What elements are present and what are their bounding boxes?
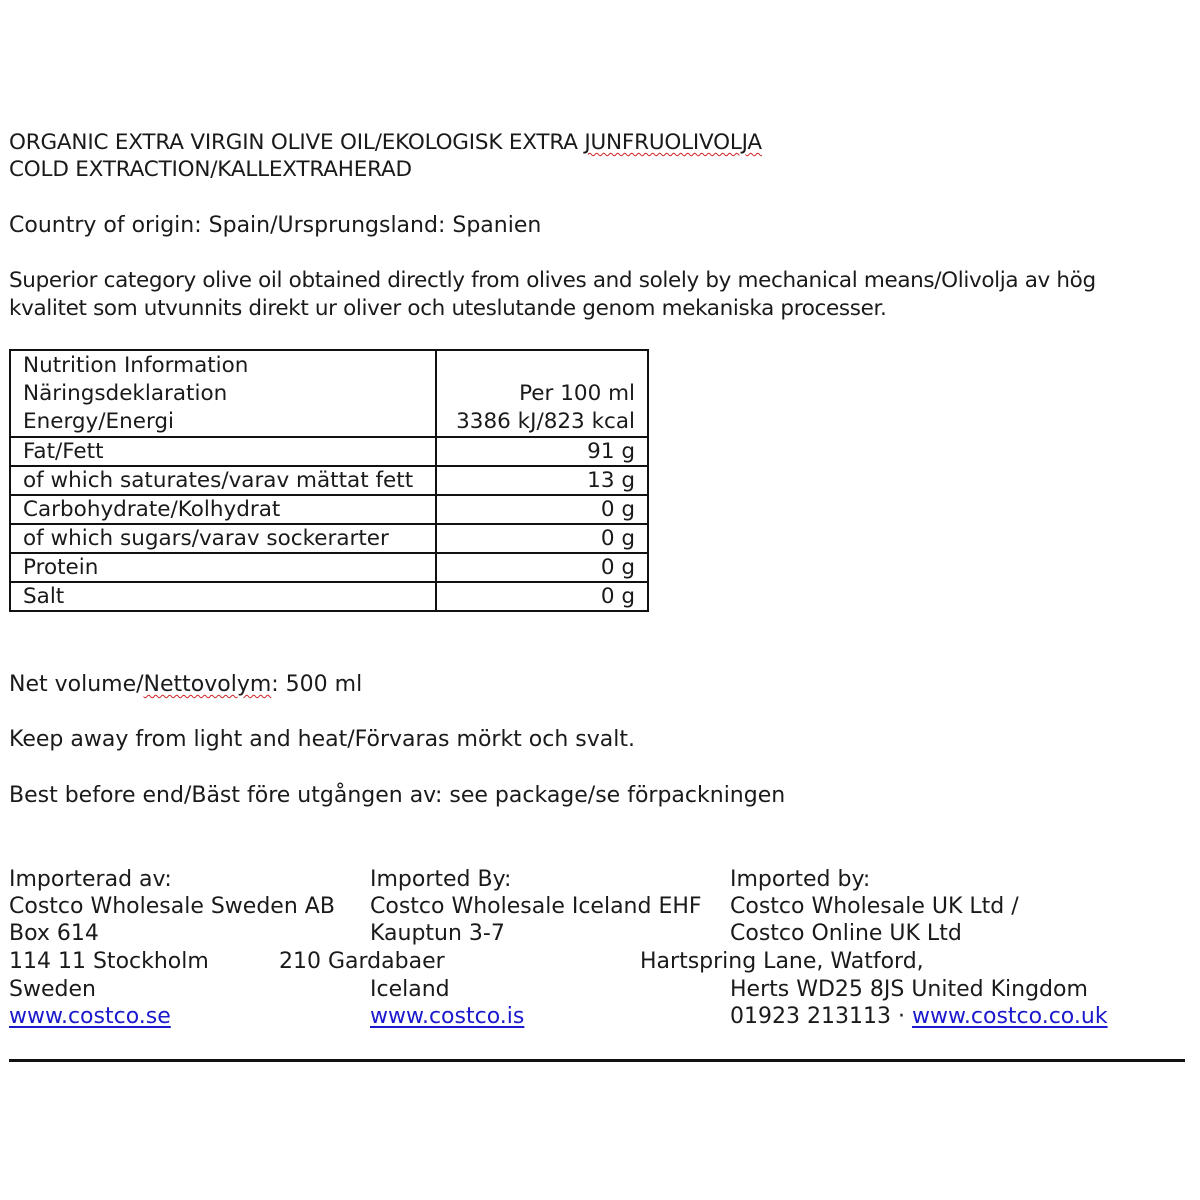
nutrition-row-label: Protein xyxy=(10,553,436,582)
best-before: Best before end/Bäst före utgången av: see package/se förpackningen xyxy=(9,783,786,808)
importer-uk-phone: 01923 213113 · xyxy=(730,1004,912,1029)
nutrition-row-sugars xyxy=(10,524,648,553)
importer-uk-link[interactable]: www.costco.co.uk xyxy=(911,1004,1108,1029)
importer-uk-contact xyxy=(730,1003,1108,1030)
nutrition-row-salt xyxy=(10,582,648,611)
energy-label: Energy/Energi xyxy=(23,409,175,434)
importer-sweden-link[interactable]: www.costco.se xyxy=(9,1004,171,1029)
net-volume-suffix: : 500 ml xyxy=(271,672,363,697)
spellcheck-flagged-word: Nettovolym xyxy=(143,672,272,697)
net-volume-prefix: Net volume/ xyxy=(9,672,144,697)
description-line-2: kvalitet som utvunnits direkt ur oliver och uteslutande genom mekaniska processer. xyxy=(9,296,887,321)
nutrition-row-value: 13 g xyxy=(436,466,648,495)
nutrition-row-value: 0 g xyxy=(436,553,648,582)
importer-sweden-country: Sweden xyxy=(9,977,96,1002)
importer-iceland-street: Kauptun 3-7 xyxy=(370,921,505,946)
importer-iceland-company: Costco Wholesale Iceland EHF xyxy=(370,894,702,919)
nutrition-information-heading: Nutrition Information xyxy=(23,353,249,378)
importer-uk-company-online: Costco Online UK Ltd xyxy=(730,921,962,946)
nutrition-row-fat xyxy=(10,437,648,466)
nutrition-row-label: Salt xyxy=(10,582,436,611)
importer-sweden-city: 114 11 Stockholm xyxy=(9,949,209,974)
nutrition-row-protein xyxy=(10,553,648,582)
per-100ml-heading: Per 100 ml xyxy=(519,381,635,406)
country-of-origin: Country of origin: Spain/Ursprungsland: Spanien xyxy=(9,213,542,238)
importer-uk-postcode: Herts WD25 8JS United Kingdom xyxy=(730,977,1088,1002)
nutrition-row-value: 0 g xyxy=(436,495,648,524)
nutrition-table xyxy=(9,349,649,612)
energy-value: 3386 kJ/823 kcal xyxy=(456,409,635,434)
blank-spacer xyxy=(449,352,635,380)
description-line-1: Superior category olive oil obtained directly from olives and solely by mechanical means/Olivolja av hög xyxy=(9,268,1096,293)
product-title-line-1 xyxy=(9,129,762,157)
nutrition-row-carbohydrate xyxy=(10,495,648,524)
nutrition-header-row xyxy=(10,350,648,437)
nutrition-header-value xyxy=(436,350,648,437)
spellcheck-flagged-word: JUNFRUOLIVOLJA xyxy=(584,130,762,155)
importer-sweden-company: Costco Wholesale Sweden AB xyxy=(9,894,335,919)
product-title-line-2: COLD EXTRACTION/KALLEXTRAHERAD xyxy=(9,157,412,182)
nutrition-row-label: Carbohydrate/Kolhydrat xyxy=(10,495,436,524)
importer-sweden-heading: Importerad av: xyxy=(9,867,172,892)
importer-iceland-heading: Imported By: xyxy=(370,867,512,892)
importer-uk-company: Costco Wholesale UK Ltd / xyxy=(730,894,1019,919)
nutrition-row-label: of which sugars/varav sockerarter xyxy=(10,524,436,553)
nutrition-row-label: Fat/Fett xyxy=(10,437,436,466)
nutrition-row-saturates xyxy=(10,466,648,495)
product-title-text: ORGANIC EXTRA VIRGIN OLIVE OIL/EKOLOGISK EXTRA xyxy=(9,130,585,155)
importer-iceland-country: Iceland xyxy=(370,977,450,1002)
nutrition-row-value: 91 g xyxy=(436,437,648,466)
net-volume xyxy=(9,671,362,699)
importer-uk-street: Hartspring Lane, Watford, xyxy=(640,949,924,974)
naringsdeklaration-heading: Näringsdeklaration xyxy=(23,381,228,406)
nutrition-row-value: 0 g xyxy=(436,582,648,611)
importer-iceland-city: 210 Gardabaer xyxy=(279,949,445,974)
storage-instructions: Keep away from light and heat/Förvaras mörkt och svalt. xyxy=(9,727,635,752)
nutrition-header-label xyxy=(10,350,436,437)
importer-sweden-box: Box 614 xyxy=(9,921,99,946)
nutrition-row-value: 0 g xyxy=(436,524,648,553)
footer-divider xyxy=(9,1059,1185,1062)
importer-iceland-link[interactable]: www.costco.is xyxy=(370,1004,525,1029)
nutrition-row-label: of which saturates/varav mättat fett xyxy=(10,466,436,495)
importer-uk-heading: Imported by: xyxy=(730,867,871,892)
